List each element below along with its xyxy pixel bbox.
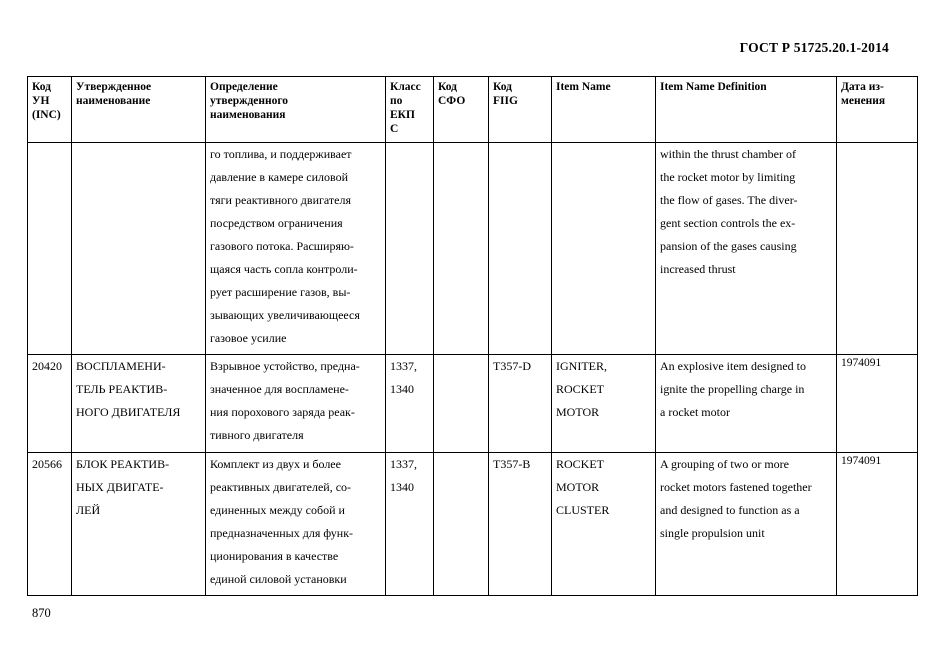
page-number: 870 xyxy=(32,606,51,620)
document-header: ГОСТ Р 51725.20.1-2014 xyxy=(739,40,889,55)
inc-cell: 20420 xyxy=(28,355,72,453)
sfo-cell xyxy=(434,355,489,453)
fiig-cell: T357-B xyxy=(489,453,552,596)
date-cell: 1974091 xyxy=(837,355,918,453)
table-header-row xyxy=(28,77,918,143)
definition-cell: Комплект из двух и более реактивных двигателей, со- единенных между собой и предназначенных для функ- ционирования в качестве единой силовой установки xyxy=(206,453,386,596)
class-cell xyxy=(386,143,434,355)
table-row xyxy=(28,453,918,596)
header-sfo: Код СФО xyxy=(434,77,489,143)
date-cell xyxy=(837,143,918,355)
inc-cell: 20566 xyxy=(28,453,72,596)
header-definition: Определение утвержденного наименования xyxy=(206,77,386,143)
item-name-cell xyxy=(552,143,656,355)
header-item-name: Item Name xyxy=(552,77,656,143)
item-name-cell: ROCKET MOTOR CLUSTER xyxy=(552,453,656,596)
sfo-cell xyxy=(434,453,489,596)
fiig-cell: T357-D xyxy=(489,355,552,453)
date-cell: 1974091 xyxy=(837,453,918,596)
sfo-cell xyxy=(434,143,489,355)
table-row xyxy=(28,143,918,355)
name-cell: БЛОК РЕАКТИВ- НЫХ ДВИГАТЕ- ЛЕЙ xyxy=(72,453,206,596)
name-cell: ВОСПЛАМЕНИ- ТЕЛЬ РЕАКТИВ- НОГО ДВИГАТЕЛЯ xyxy=(72,355,206,453)
header-inc: Код УН (INC) xyxy=(28,77,72,143)
header-class: Класс по ЕКП С xyxy=(386,77,434,143)
item-definition-cell: A grouping of two or more rocket motors fastened together and designed to function as a single propulsion unit xyxy=(656,453,837,596)
class-cell: 1337, 1340 xyxy=(386,355,434,453)
table-row xyxy=(28,355,918,453)
item-definition-cell: An explosive item designed to ignite the propelling charge in a rocket motor xyxy=(656,355,837,453)
item-definition-cell: within the thrust chamber of the rocket motor by limiting the flow of gases. The diver- gent section controls the ex- pansion of the gases causing increased thrust xyxy=(656,143,837,355)
inc-cell xyxy=(28,143,72,355)
class-cell: 1337, 1340 xyxy=(386,453,434,596)
header-approved-name: Утвержденное наименование xyxy=(72,77,206,143)
catalog-table xyxy=(27,76,918,596)
name-cell xyxy=(72,143,206,355)
header-item-definition: Item Name Definition xyxy=(656,77,837,143)
definition-cell: Взрывное устойство, предна- значенное для воспламене- ния порохового заряда реак- тивного двигателя xyxy=(206,355,386,453)
header-change-date: Дата из- менения xyxy=(837,77,918,143)
fiig-cell xyxy=(489,143,552,355)
definition-cell: го топлива, и поддерживает давление в камере силовой тяги реактивного двигателя посредством ограничения газового потока. Расширяю- щаяся часть сопла контроли- рует расширение газов, вы- зывающих увеличивающееся газовое усилие xyxy=(206,143,386,355)
header-fiig: Код FIIG xyxy=(489,77,552,143)
item-name-cell: IGNITER, ROCKET MOTOR xyxy=(552,355,656,453)
